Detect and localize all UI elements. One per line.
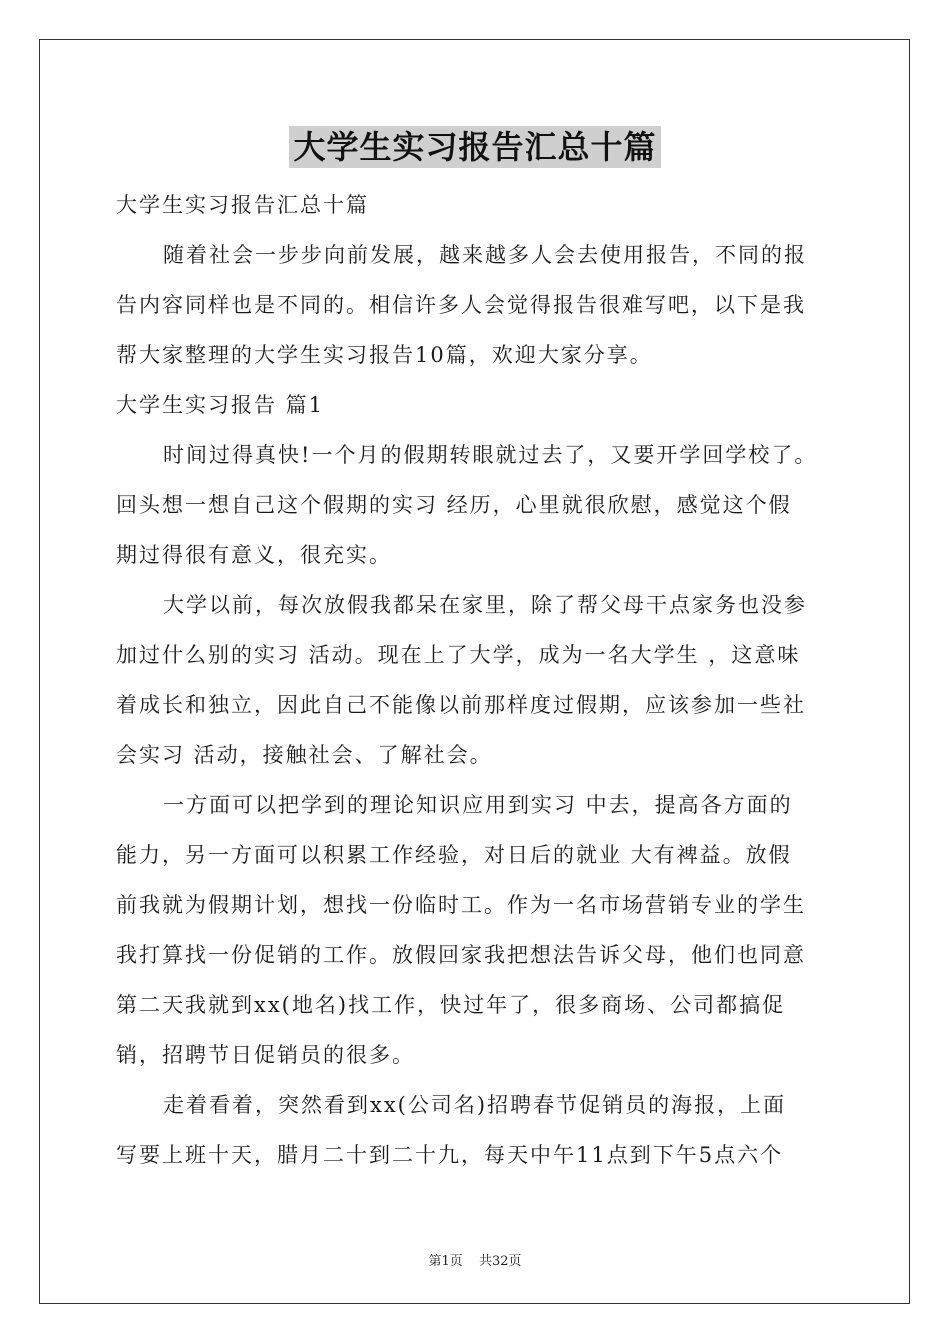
paragraph-line: 随着社会一步步向前发展，越来越多人会去使用报告，不同的报 <box>163 243 807 267</box>
title-wrapper <box>0 126 950 168</box>
paragraph-line: 时间过得真快!一个月的假期转眼就过去了，又要开学回学校了。 <box>163 443 818 467</box>
paragraph-line: 写要上班十天，腊月二十到二十九，每天中午11点到下午5点六个 <box>116 1143 784 1167</box>
paragraph-line: 一方面可以把学到的理论知识应用到实习 中去，提高各方面的 <box>163 793 793 817</box>
paragraph-line: 会实习 活动，接触社会、了解社会。 <box>116 743 493 767</box>
paragraph-line: 能力，另一方面可以积累工作经验，对日后的就业 大有裨益。放假 <box>116 843 792 867</box>
paragraph-line: 帮大家整理的大学生实习报告10篇，欢迎大家分享。 <box>116 343 653 367</box>
paragraph-line: 销，招聘节日促销员的很多。 <box>116 1043 415 1067</box>
document-title: 大学生实习报告汇总十篇 <box>289 126 660 168</box>
subtitle-line: 大学生实习报告汇总十篇 <box>116 193 369 217</box>
document-body <box>116 180 846 1180</box>
paragraph-line: 回头想一想自己这个假期的实习 经历，心里就很欣慰，感觉这个假 <box>116 493 792 517</box>
paragraph-line: 大学以前，每次放假我都呆在家里，除了帮父母干点家务也没参 <box>163 593 807 617</box>
paragraph-line: 着成长和独立，因此自己不能像以前那样度过假期，应该参加一些社 <box>116 693 806 717</box>
paragraph-line: 期过得很有意义，很充实。 <box>116 543 392 567</box>
paragraph-line: 前我就为假期计划，想找一份临时工。作为一名市场营销专业的学生 <box>116 893 806 917</box>
page-footer <box>0 1250 950 1269</box>
paragraph-line: 告内容同样也是不同的。相信许多人会觉得报告很难写吧，以下是我 <box>116 293 806 317</box>
page-total: 共32页 <box>478 1254 522 1269</box>
page-number: 第1页 <box>428 1254 463 1269</box>
paragraph-line: 第二天我就到xx(地名)找工作，快过年了，很多商场、公司都搞促 <box>116 993 786 1017</box>
paragraph-line: 我打算找一份促销的工作。放假回家我把想法告诉父母，他们也同意 <box>116 943 806 967</box>
section-heading: 大学生实习报告 篇1 <box>116 393 325 417</box>
paragraph-line: 加过什么别的实习 活动。现在上了大学，成为一名大学生 ，这意味 <box>116 643 801 667</box>
paragraph-line: 走着看着，突然看到xx(公司名)招聘春节促销员的海报，上面 <box>163 1093 787 1117</box>
